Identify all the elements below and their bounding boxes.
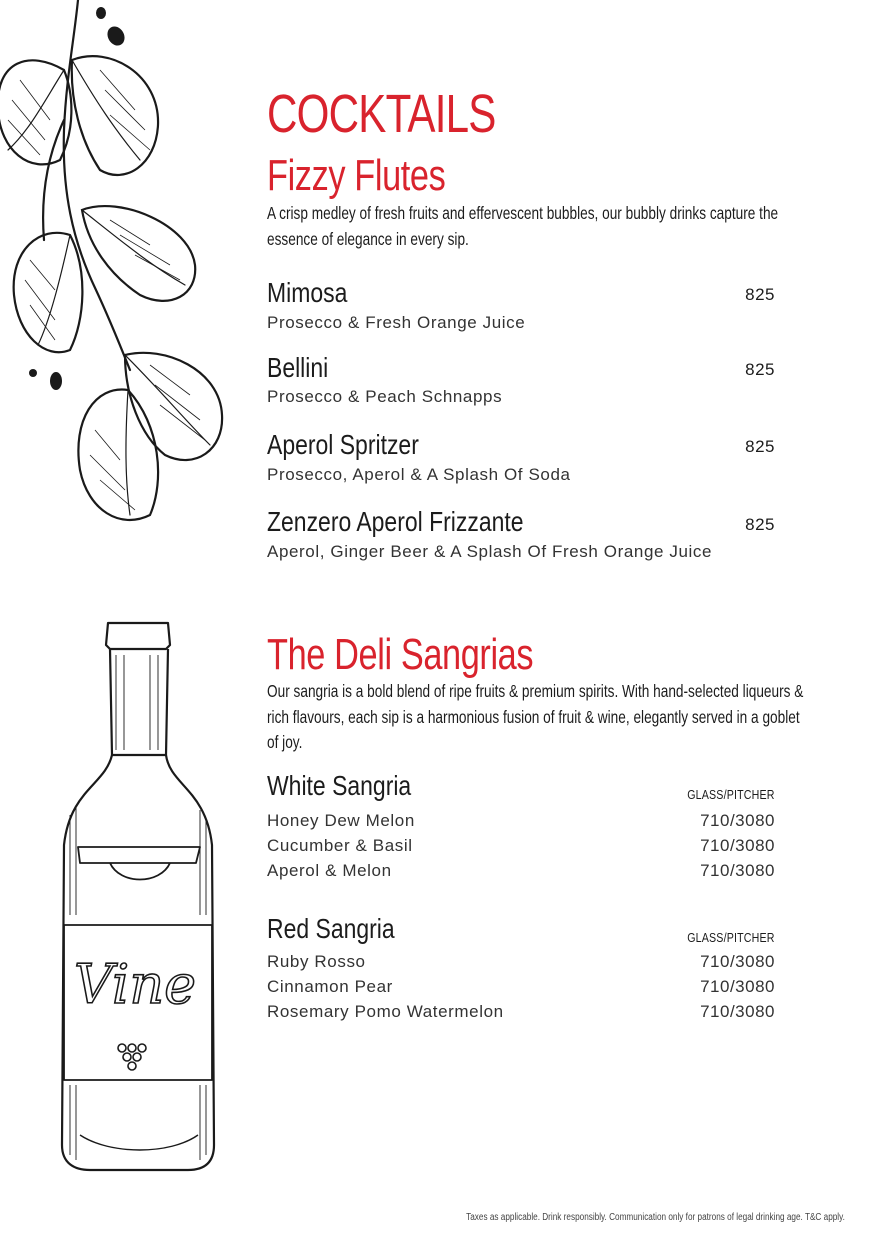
menu-item-description: Prosecco & Peach Schnapps — [267, 387, 503, 406]
sangria-name: Cinnamon Pear — [267, 977, 393, 996]
red-sangria-column-header: GLASS/PITCHER — [687, 930, 775, 945]
sangria-price: 710/3080 — [700, 952, 775, 971]
sangria-name: Cucumber & Basil — [267, 836, 413, 855]
fizzy-section-description: A crisp medley of fresh fruits and effervescent bubbles, our bubbly drinks capture the essence of elegance in every sip. — [267, 203, 779, 249]
menu-item-price: 825 — [745, 437, 775, 456]
menu-item-name: Zenzero Aperol Frizzante — [267, 506, 524, 537]
fizzy-section-title: Fizzy Flutes — [267, 151, 446, 200]
bottle-label-text: Vine — [74, 953, 197, 1016]
menu-item-name: Aperol Spritzer — [267, 429, 419, 460]
menu-item-price: 825 — [745, 285, 775, 304]
leaf-branch-illustration — [0, 0, 240, 540]
menu-item-description: Aperol, Ginger Beer & A Splash Of Fresh Orange Juice — [267, 542, 713, 561]
sangria-section-description: Our sangria is a bold blend of ripe fruits & premium spirits. With hand-selected liqueurs & rich flavours, each sip is a harmonious fusion of fruit & wine, elegantly served in a goblet of joy. — [267, 681, 804, 752]
table-row — [267, 949, 775, 974]
sangria-name: Aperol & Melon — [267, 861, 392, 880]
wine-bottle-illustration — [50, 615, 225, 1175]
sangria-price: 710/3080 — [700, 836, 775, 855]
menu-item-description: Prosecco, Aperol & A Splash Of Soda — [267, 465, 571, 484]
sangria-price: 710/3080 — [700, 977, 775, 996]
red-sangria-title: Red Sangria — [267, 913, 395, 944]
sangria-name: Ruby Rosso — [267, 952, 366, 971]
sangria-price: 710/3080 — [700, 1002, 775, 1021]
sangria-price: 710/3080 — [700, 861, 775, 880]
page-title: COCKTAILS — [267, 84, 496, 144]
sangria-name: Honey Dew Melon — [267, 811, 415, 830]
menu-item-price: 825 — [745, 360, 775, 379]
menu-item-price: 825 — [745, 515, 775, 534]
table-row — [267, 999, 775, 1024]
table-row — [267, 808, 775, 833]
menu-item-description: Prosecco & Fresh Orange Juice — [267, 313, 526, 332]
sangria-section-title: The Deli Sangrias — [267, 630, 534, 679]
table-row — [267, 974, 775, 999]
table-row — [267, 858, 775, 883]
sangria-price: 710/3080 — [700, 811, 775, 830]
sangria-name: Rosemary Pomo Watermelon — [267, 1002, 504, 1021]
menu-item-name: Bellini — [267, 352, 329, 383]
menu-item-name: Mimosa — [267, 277, 348, 308]
white-sangria-column-header: GLASS/PITCHER — [687, 787, 775, 802]
white-sangria-title: White Sangria — [267, 770, 412, 801]
footer-disclaimer: Taxes as applicable. Drink responsibly. Communication only for patrons of legal drinking age. T&C apply. — [466, 1212, 845, 1223]
table-row — [267, 833, 775, 858]
